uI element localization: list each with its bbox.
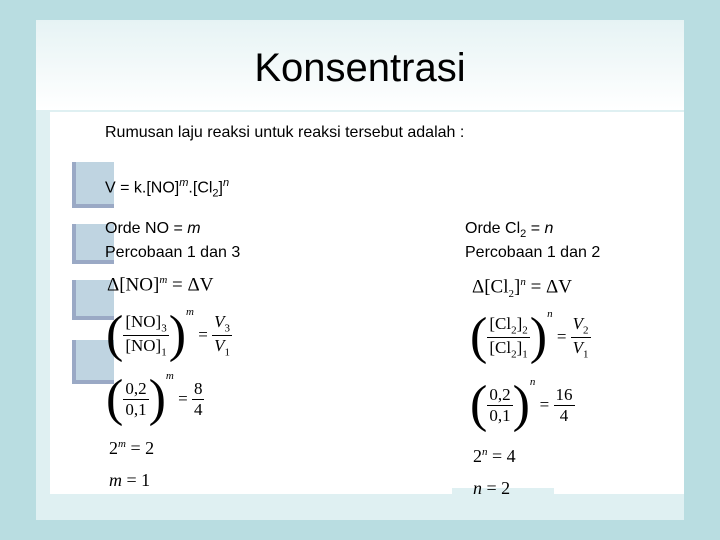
rate-law-sub: 2 — [212, 187, 219, 200]
right-eq2: ( $\frac{[Cl_2]_2}{[Cl_2]_1}$ )$^n$ = $\frac{V_2}{V_1}$ — [470, 308, 589, 366]
rate-law-mid: .[Cl — [188, 179, 213, 197]
right-eq4: 2$^n$ = 4 — [473, 446, 516, 466]
rate-law — [105, 172, 229, 205]
left-order-label: Orde NO = — [105, 220, 188, 237]
right-experiment: Percobaan 1 dan 2 — [465, 244, 601, 261]
right-result: n = 2 — [473, 478, 511, 498]
left-order-var: m — [187, 220, 201, 237]
left-result: m = 1 — [109, 470, 151, 490]
left-eq2: ( $\frac{[NO]_3}{[NO]_1}$ )$^m$ = $\frac{V_3}{V_1}$ — [106, 306, 230, 364]
right-eq3: ( $\frac{0,2}{0,1}$ )$^n$ = $\frac{16}{4}$ — [470, 376, 573, 434]
title-band — [36, 20, 684, 110]
rate-law-exp-n: n — [223, 177, 230, 189]
left-eq1 — [107, 274, 213, 296]
left-eq4: 2$^m$ = 2 — [109, 438, 155, 458]
right-eq1: $\Delta[Cl_2]^n = \Delta V$ — [472, 276, 572, 301]
right-order: Orde $Cl_2 = n$ — [465, 220, 554, 241]
slide-title: Konsentrasi — [254, 46, 466, 90]
left-eq1-lhs: Δ[NO] — [107, 274, 160, 296]
left-experiment: Percobaan 1 dan 3 — [105, 244, 241, 261]
rate-law-exp-m: m — [179, 177, 189, 189]
rate-law-lead: V = k.[NO] — [105, 179, 180, 197]
slide — [36, 20, 684, 520]
intro-text: Rumusan laju reaksi untuk reaksi tersebut adalah : — [105, 124, 465, 141]
left-eq1-exp: m — [159, 274, 168, 286]
rate-law-close: ] — [218, 179, 223, 197]
left-eq1-rhs: = ΔV — [172, 274, 214, 296]
left-eq3: ( $\frac{0,2}{0,1}$ )$^m$ = $\frac{8}{4}$ — [106, 370, 203, 428]
content-panel — [50, 112, 684, 494]
left-order — [105, 218, 201, 240]
